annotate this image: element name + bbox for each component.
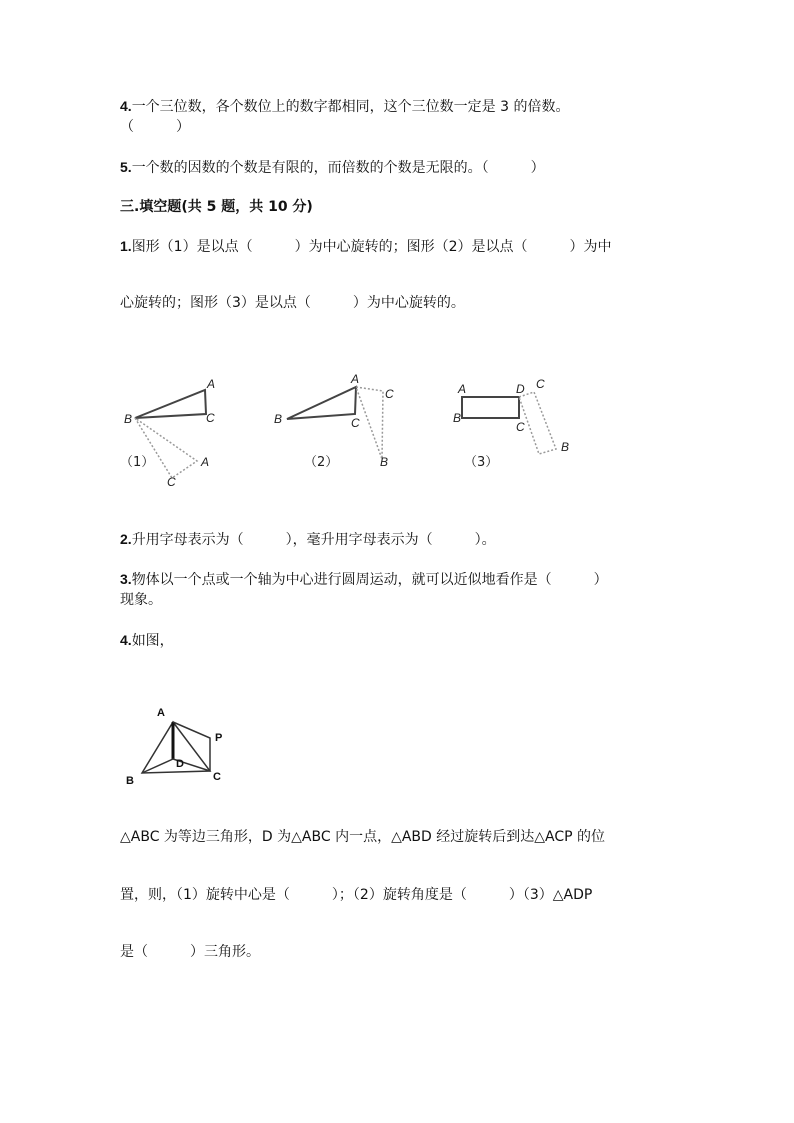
label-c: C (516, 420, 525, 434)
label-c: C (206, 411, 215, 425)
question-text: 一个三位数，各个数位上的数字都相同，这个三位数一定是 3 的倍数。 (131, 99, 570, 115)
question-text: 图形（1）是以点（ ）为中心旋转的；图形（2）是以点（ ）为中 (131, 239, 612, 255)
caption-3: （3） (464, 455, 499, 470)
label-b-rotated: B (380, 455, 389, 469)
fill-question-4 (120, 630, 174, 651)
label-d: D (176, 758, 184, 770)
label-c: C (213, 771, 221, 783)
question-5 (120, 157, 545, 178)
caption-2: （2） (304, 455, 339, 470)
triangle-dotted (356, 387, 383, 459)
fill-question-3-line2: 现象。 (120, 592, 162, 608)
label-b: B (274, 412, 283, 426)
triangle-solid (287, 387, 356, 419)
question-text: 物体以一个点或一个轴为中心进行圆周运动，就可以近似地看作是（ ） (131, 572, 608, 588)
question-number: 2. (120, 531, 132, 547)
label-c-rotated: C (536, 377, 545, 391)
fill-question-2 (120, 529, 496, 550)
label-p: P (215, 732, 223, 744)
rectangle-solid (462, 397, 519, 418)
label-a: A (351, 372, 360, 386)
triangle-abc-figure (118, 700, 238, 790)
figure-2 (274, 372, 394, 470)
question-text: 升用字母表示为（ ），毫升用字母表示为（ ）。 (131, 532, 496, 548)
figure-1 (120, 377, 215, 489)
question-text: 如图， (131, 633, 174, 649)
label-b-rotated: B (561, 440, 570, 454)
question-number: 4. (120, 632, 132, 648)
label-b: B (453, 411, 462, 425)
fill-question-1-line2: 心旋转的；图形（3）是以点（ ）为中心旋转的。 (120, 295, 465, 311)
label-c: C (351, 416, 360, 430)
label-c-rotated: C (167, 475, 176, 489)
section-title: 三.填空题(共 5 题，共 10 分) (120, 199, 313, 215)
label-b: B (126, 775, 134, 787)
label-a: A (207, 377, 216, 391)
label-a-rotated: A (201, 455, 210, 469)
question-number: 5. (120, 159, 132, 175)
fill-question-4-line3: 是（ ）三角形。 (120, 944, 260, 960)
label-d: D (516, 382, 525, 396)
label-a: A (157, 707, 165, 719)
question-number: 4. (120, 98, 132, 114)
triangle-solid (135, 390, 206, 418)
question-number: 1. (120, 238, 132, 254)
answer-blank[interactable]: （ ） (120, 119, 190, 135)
rotation-figures (110, 365, 590, 495)
fill-question-4-line2: 置，则，（1）旋转中心是（ ）；（2）旋转角度是（ ）（3）△ADP (120, 887, 593, 903)
question-4 (120, 96, 570, 117)
fill-question-4-line1: △ABC 为等边三角形，D 为△ABC 内一点，△ABD 经过旋转后到达△ACP 的位 (120, 829, 606, 845)
label-c-rotated: C (385, 387, 394, 401)
figure-3 (453, 377, 569, 470)
label-b: B (124, 412, 133, 426)
fill-question-1 (120, 236, 612, 257)
fill-question-3 (120, 569, 608, 590)
label-a: A (458, 382, 467, 396)
caption-1: （1） (120, 455, 155, 470)
question-number: 3. (120, 571, 132, 587)
question-text: 一个数的因数的个数是有限的，而倍数的个数是无限的。（ ） (131, 160, 545, 176)
